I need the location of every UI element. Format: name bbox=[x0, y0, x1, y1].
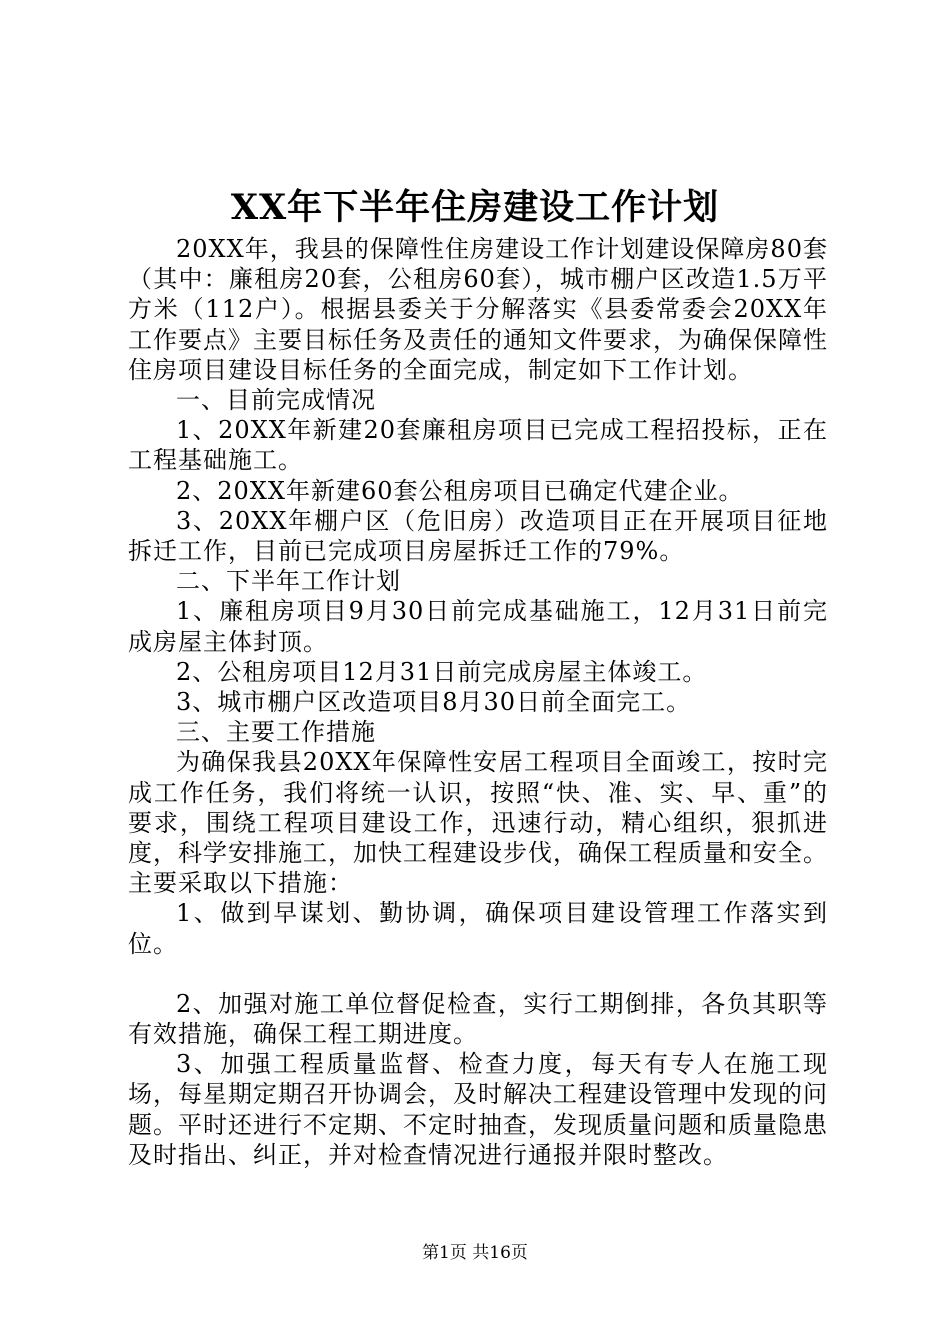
list-item: 2、加强对施工单位督促检查，实行工期倒排，各负其职等有效措施，确保工程工期进度。 bbox=[128, 989, 828, 1049]
list-item: 2、20XX年新建60套公租房项目已确定代建企业。 bbox=[176, 476, 744, 505]
section-heading-current-status: 一、目前完成情况 bbox=[176, 386, 376, 415]
page-footer: 第1页 共16页 bbox=[422, 1243, 528, 1263]
list-item: 3、城市棚户区改造项目8月30日前全面完工。 bbox=[176, 688, 692, 717]
paragraph-measures-intro: 为确保我县20XX年保障性安居工程项目全面竣工，按时完成工作任务，我们将统一认识，按照“快、准、实、早、重”的要求，围绕工程项目建设工作，迅速行动，精心组织，狠抓进度，科学安排施工，加快工程建设步伐，确保工程质量和安全。主要采取以下措施： bbox=[128, 748, 828, 898]
list-item: 1、廉租房项目9月30日前完成基础施工，12月31日前完成房屋主体封顶。 bbox=[128, 597, 828, 656]
document-title: XX年下半年住房建设工作计划 bbox=[230, 187, 720, 228]
blank-line bbox=[128, 959, 828, 989]
list-item: 3、加强工程质量监督、检查力度，每天有专人在施工现场，每星期定期召开协调会，及时解决工程建设管理中发现的问题。平时还进行不定期、不定时抽查，发现质量问题和质量隐患及时指出、纠正，并对检查情况进行通报并限时整改。 bbox=[128, 1050, 828, 1169]
list-item: 3、20XX年棚户区（危旧房）改造项目正在开展项目征地拆迁工作，目前已完成项目房屋拆迁工作的79%。 bbox=[128, 506, 828, 566]
section-heading-measures: 三、主要工作措施 bbox=[176, 718, 376, 747]
document-body bbox=[128, 234, 828, 1170]
section-heading-plan: 二、下半年工作计划 bbox=[176, 567, 401, 596]
list-item: 2、公租房项目12月31日前完成房屋主体竣工。 bbox=[176, 657, 708, 686]
list-item: 1、20XX年新建20套廉租房项目已完成工程招投标，正在工程基础施工。 bbox=[128, 416, 828, 475]
paragraph-intro: 20XX年，我县的保障性住房建设工作计划建设保障房80套（其中：廉租房20套，公租房60套），城市棚户区改造1.5万平方米（112户）。根据县委关于分解落实《县委常委会20XX年工作要点》主要目标任务及责任的通知文件要求，为确保保障性住房项目建设目标任务的全面完成，制定如下工作计划。 bbox=[128, 235, 828, 384]
list-item: 1、做到早谋划、勤协调，确保项目建设管理工作落实到位。 bbox=[128, 899, 828, 958]
